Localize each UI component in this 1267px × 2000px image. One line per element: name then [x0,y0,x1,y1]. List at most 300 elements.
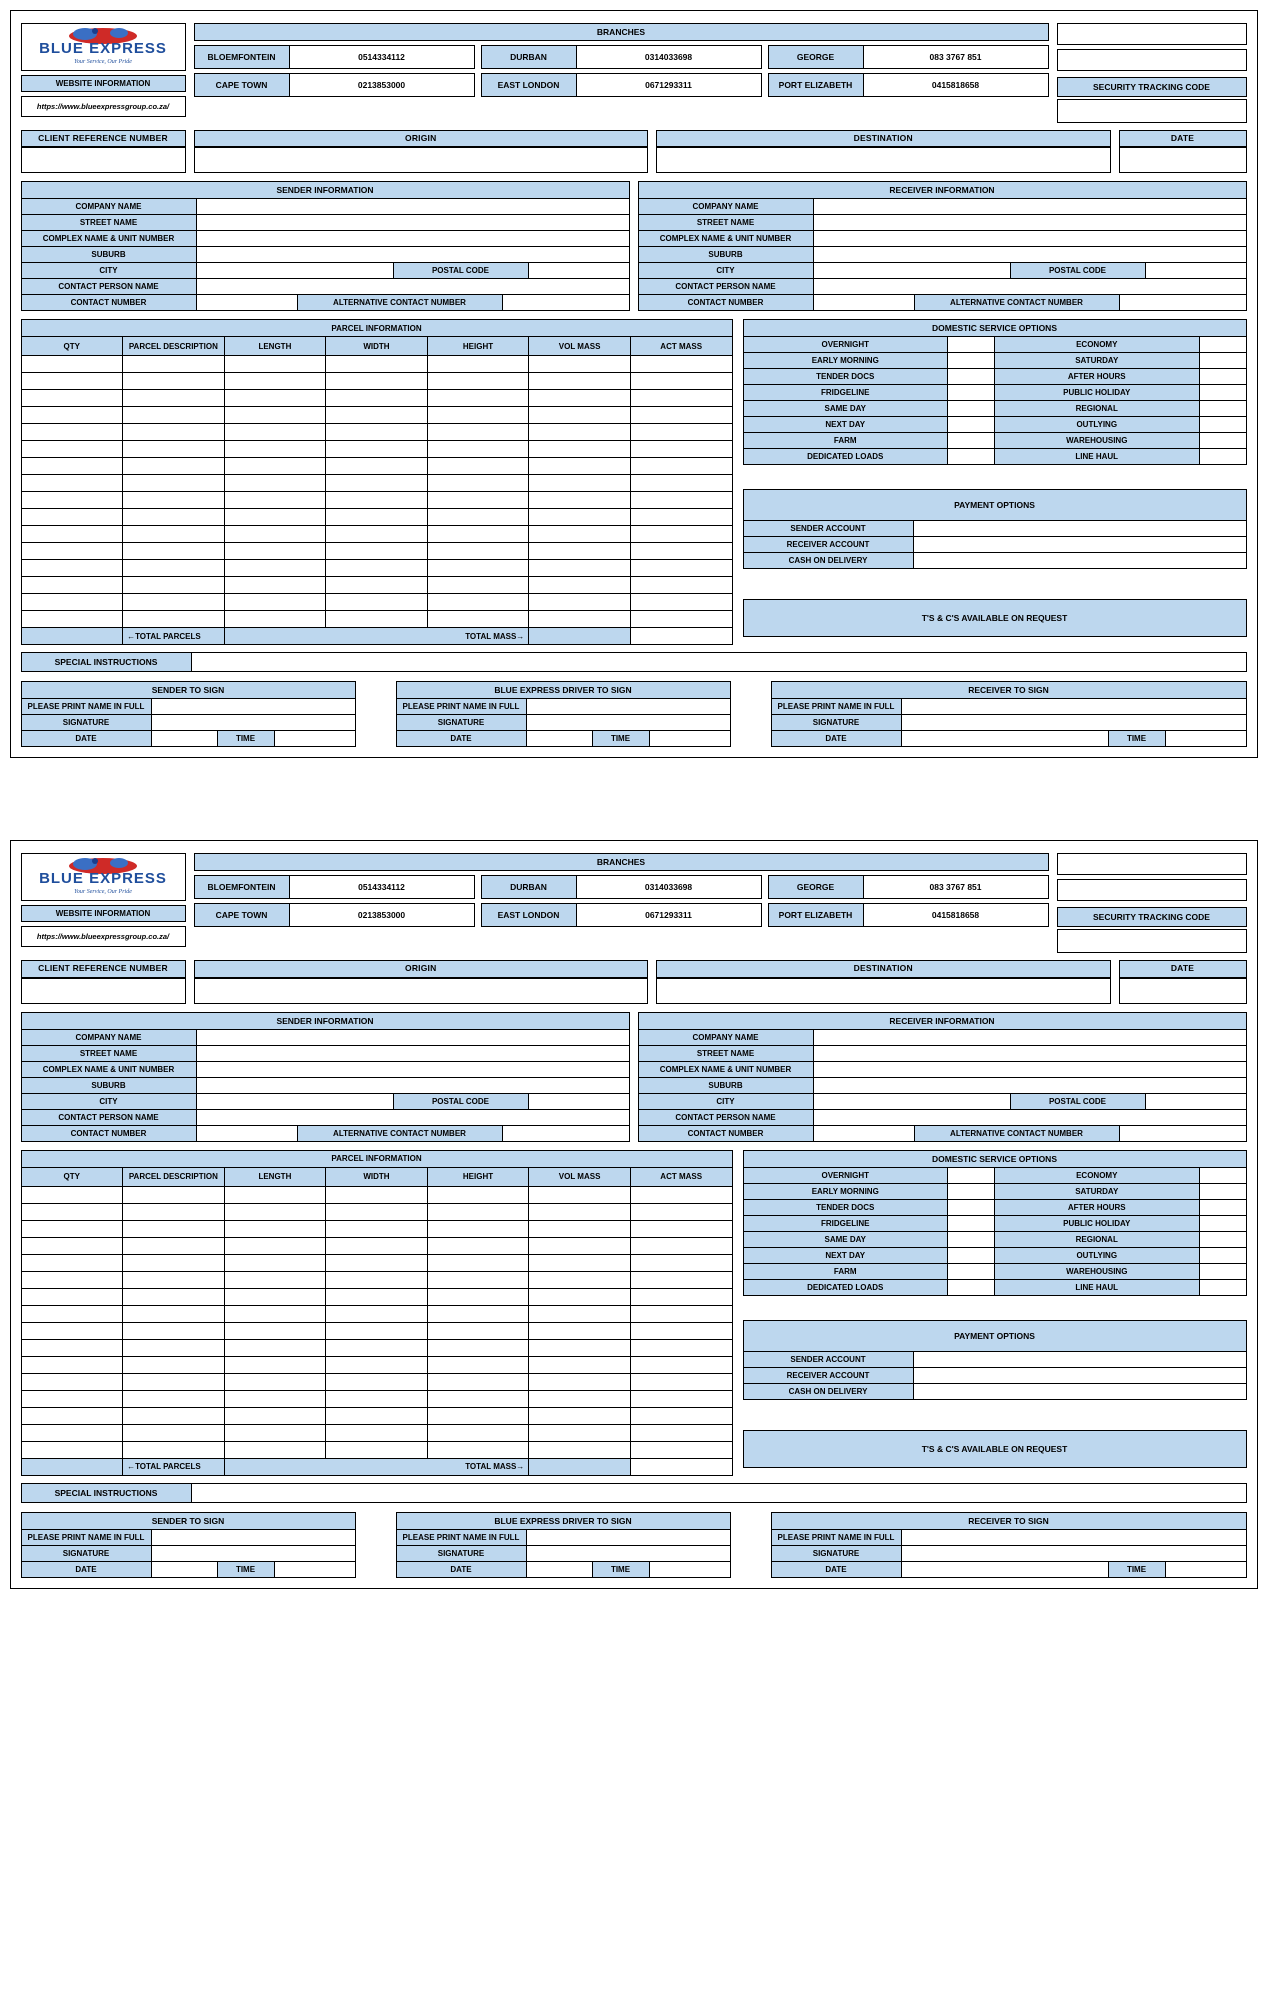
cell-width[interactable] [326,1203,428,1220]
cell-qty[interactable] [21,1203,123,1220]
cell-height[interactable] [427,1203,529,1220]
table-row[interactable] [21,1237,732,1254]
cell-description[interactable] [123,1271,225,1288]
cell-qty[interactable] [21,1186,123,1203]
table-row[interactable] [21,424,732,441]
sender-print-name-input[interactable] [152,1530,356,1546]
service-checkbox-same-day[interactable] [948,401,995,417]
cell-qty[interactable] [21,475,123,492]
table-row[interactable] [21,1254,732,1271]
receiver-print-name-input[interactable] [902,1530,1247,1546]
cell-length[interactable] [224,1441,326,1458]
cell-vol-mass[interactable] [529,1271,631,1288]
cell-width[interactable] [326,1407,428,1424]
sender-company-input[interactable] [197,1030,630,1046]
cell-length[interactable] [224,577,326,594]
cell-height[interactable] [427,577,529,594]
service-checkbox-fridgeline[interactable] [948,385,995,401]
cell-vol-mass[interactable] [529,1237,631,1254]
cell-width[interactable] [326,373,428,390]
cell-description[interactable] [123,1373,225,1390]
cell-qty[interactable] [21,1305,123,1322]
receiver-alt-contact-input[interactable] [1120,295,1247,311]
cell-description[interactable] [123,407,225,424]
cell-qty[interactable] [21,407,123,424]
cell-length[interactable] [224,1220,326,1237]
driver-print-name-input[interactable] [527,699,731,715]
cell-act-mass[interactable] [630,1288,732,1305]
table-row[interactable] [21,1356,732,1373]
service-checkbox-farm[interactable] [948,433,995,449]
cell-length[interactable] [224,424,326,441]
cell-description[interactable] [123,543,225,560]
sender-city-input[interactable] [197,1094,394,1110]
cell-width[interactable] [326,611,428,628]
cell-act-mass[interactable] [630,1203,732,1220]
website-url[interactable]: https://www.blueexpressgroup.co.za/ [21,926,186,947]
service-checkbox-outlying[interactable] [1200,1248,1247,1264]
sender-city-input[interactable] [197,263,394,279]
cell-vol-mass[interactable] [529,577,631,594]
table-row[interactable] [21,1441,732,1458]
cell-length[interactable] [224,1203,326,1220]
cell-length[interactable] [224,441,326,458]
cell-description[interactable] [123,475,225,492]
total-mass-value[interactable] [529,628,631,645]
receiver-city-input[interactable] [814,263,1011,279]
cell-vol-mass[interactable] [529,1254,631,1271]
payment-sender-account-input[interactable] [914,521,1247,537]
table-row[interactable] [21,1220,732,1237]
cell-width[interactable] [326,543,428,560]
driver-print-name-input[interactable] [527,1530,731,1546]
cell-description[interactable] [123,1407,225,1424]
service-checkbox-next-day[interactable] [948,417,995,433]
cell-width[interactable] [326,1339,428,1356]
table-row[interactable] [21,475,732,492]
cell-qty[interactable] [21,611,123,628]
cell-qty[interactable] [21,441,123,458]
destination-input[interactable] [656,978,1111,1004]
service-checkbox-early-morning[interactable] [948,1184,995,1200]
cell-width[interactable] [326,1322,428,1339]
cell-length[interactable] [224,1339,326,1356]
cell-description[interactable] [123,1203,225,1220]
cell-vol-mass[interactable] [529,1322,631,1339]
cell-vol-mass[interactable] [529,356,631,373]
cell-description[interactable] [123,1424,225,1441]
cell-length[interactable] [224,1305,326,1322]
receiver-street-input[interactable] [814,215,1247,231]
cell-vol-mass[interactable] [529,526,631,543]
receiver-contact-number-input[interactable] [814,1126,915,1142]
sender-street-input[interactable] [197,1046,630,1062]
cell-width[interactable] [326,577,428,594]
cell-height[interactable] [427,1339,529,1356]
cell-width[interactable] [326,441,428,458]
cell-qty[interactable] [21,1407,123,1424]
cell-vol-mass[interactable] [529,1356,631,1373]
sender-date-input[interactable] [152,1562,218,1578]
cell-description[interactable] [123,1186,225,1203]
cell-act-mass[interactable] [630,1186,732,1203]
cell-act-mass[interactable] [630,1390,732,1407]
service-checkbox-dedicated-loads[interactable] [948,1280,995,1296]
cell-width[interactable] [326,560,428,577]
cell-width[interactable] [326,1356,428,1373]
table-row[interactable] [21,526,732,543]
cell-height[interactable] [427,1373,529,1390]
cell-qty[interactable] [21,1288,123,1305]
cell-description[interactable] [123,594,225,611]
cell-vol-mass[interactable] [529,1390,631,1407]
cell-width[interactable] [326,1237,428,1254]
cell-description[interactable] [123,611,225,628]
cell-width[interactable] [326,424,428,441]
cell-act-mass[interactable] [630,1407,732,1424]
cell-act-mass[interactable] [630,1305,732,1322]
cell-width[interactable] [326,594,428,611]
table-row[interactable] [21,407,732,424]
cell-description[interactable] [123,1441,225,1458]
date-input[interactable] [1119,978,1247,1004]
cell-qty[interactable] [21,543,123,560]
cell-act-mass[interactable] [630,1356,732,1373]
payment-sender-account-input[interactable] [914,1352,1247,1368]
cell-height[interactable] [427,1288,529,1305]
driver-date-input[interactable] [527,731,593,747]
cell-width[interactable] [326,356,428,373]
cell-height[interactable] [427,1254,529,1271]
cell-height[interactable] [427,1305,529,1322]
receiver-postal-code-input[interactable] [1146,1094,1247,1110]
service-checkbox-dedicated-loads[interactable] [948,449,995,465]
cell-length[interactable] [224,509,326,526]
cell-qty[interactable] [21,390,123,407]
service-checkbox-overnight[interactable] [948,337,995,353]
cell-vol-mass[interactable] [529,1424,631,1441]
cell-length[interactable] [224,407,326,424]
receiver-complex-input[interactable] [814,231,1247,247]
sender-suburb-input[interactable] [197,1078,630,1094]
cell-length[interactable] [224,1271,326,1288]
service-checkbox-fridgeline[interactable] [948,1216,995,1232]
receiver-time-input[interactable] [1166,731,1247,747]
sender-print-name-input[interactable] [152,699,356,715]
website-url[interactable]: https://www.blueexpressgroup.co.za/ [21,96,186,117]
cell-qty[interactable] [21,1237,123,1254]
service-checkbox-early-morning[interactable] [948,353,995,369]
client-reference-input[interactable] [21,978,186,1004]
cell-length[interactable] [224,611,326,628]
receiver-time-input[interactable] [1166,1562,1247,1578]
cell-width[interactable] [326,1424,428,1441]
cell-description[interactable] [123,1305,225,1322]
cell-length[interactable] [224,1390,326,1407]
cell-description[interactable] [123,1322,225,1339]
cell-act-mass[interactable] [630,1339,732,1356]
cell-width[interactable] [326,1254,428,1271]
receiver-company-input[interactable] [814,1030,1247,1046]
cell-act-mass[interactable] [630,1237,732,1254]
receiver-contact-number-input[interactable] [814,295,915,311]
cell-length[interactable] [224,1322,326,1339]
cell-act-mass[interactable] [630,509,732,526]
payment-receiver-account-input[interactable] [914,1368,1247,1384]
sender-signature-input[interactable] [152,1546,356,1562]
receiver-contact-person-input[interactable] [814,1110,1247,1126]
table-row[interactable] [21,543,732,560]
cell-height[interactable] [427,594,529,611]
sender-contact-person-input[interactable] [197,1110,630,1126]
table-row[interactable] [21,1373,732,1390]
cell-act-mass[interactable] [630,594,732,611]
service-checkbox-economy[interactable] [1200,337,1247,353]
cell-qty[interactable] [21,509,123,526]
service-checkbox-farm[interactable] [948,1264,995,1280]
cell-width[interactable] [326,1390,428,1407]
receiver-alt-contact-input[interactable] [1120,1126,1247,1142]
cell-length[interactable] [224,1356,326,1373]
cell-vol-mass[interactable] [529,1339,631,1356]
service-checkbox-after-hours[interactable] [1200,369,1247,385]
cell-length[interactable] [224,356,326,373]
service-checkbox-line-haul[interactable] [1200,449,1247,465]
service-checkbox-overnight[interactable] [948,1168,995,1184]
driver-signature-input[interactable] [527,1546,731,1562]
cell-vol-mass[interactable] [529,1407,631,1424]
table-row[interactable] [21,560,732,577]
special-instructions-input[interactable] [192,1483,1247,1503]
cell-length[interactable] [224,492,326,509]
table-row[interactable] [21,1390,732,1407]
cell-length[interactable] [224,1373,326,1390]
cell-act-mass[interactable] [630,390,732,407]
driver-time-input[interactable] [650,1562,731,1578]
cell-vol-mass[interactable] [529,1186,631,1203]
table-row[interactable] [21,1407,732,1424]
cell-description[interactable] [123,492,225,509]
service-checkbox-warehousing[interactable] [1200,433,1247,449]
sender-postal-code-input[interactable] [529,263,630,279]
service-checkbox-public-holiday[interactable] [1200,385,1247,401]
security-tracking-code-input[interactable] [1057,99,1247,123]
cell-length[interactable] [224,1254,326,1271]
cell-vol-mass[interactable] [529,594,631,611]
cell-vol-mass[interactable] [529,560,631,577]
cell-vol-mass[interactable] [529,373,631,390]
cell-height[interactable] [427,458,529,475]
cell-width[interactable] [326,1373,428,1390]
cell-vol-mass[interactable] [529,1220,631,1237]
cell-qty[interactable] [21,492,123,509]
cell-description[interactable] [123,458,225,475]
cell-qty[interactable] [21,458,123,475]
cell-height[interactable] [427,1441,529,1458]
sender-contact-person-input[interactable] [197,279,630,295]
service-checkbox-economy[interactable] [1200,1168,1247,1184]
cell-width[interactable] [326,390,428,407]
cell-height[interactable] [427,356,529,373]
sender-suburb-input[interactable] [197,247,630,263]
cell-length[interactable] [224,526,326,543]
cell-act-mass[interactable] [630,475,732,492]
sender-contact-number-input[interactable] [197,1126,298,1142]
total-parcels-value[interactable] [21,628,123,645]
cell-description[interactable] [123,1390,225,1407]
sender-contact-number-input[interactable] [197,295,298,311]
sender-date-input[interactable] [152,731,218,747]
table-row[interactable] [21,1424,732,1441]
cell-height[interactable] [427,560,529,577]
total-parcels-value[interactable] [21,1458,123,1475]
service-checkbox-saturday[interactable] [1200,1184,1247,1200]
cell-act-mass[interactable] [630,458,732,475]
cell-width[interactable] [326,509,428,526]
cell-length[interactable] [224,373,326,390]
cell-qty[interactable] [21,1339,123,1356]
cell-description[interactable] [123,526,225,543]
cell-qty[interactable] [21,577,123,594]
cell-description[interactable] [123,560,225,577]
table-row[interactable] [21,1203,732,1220]
cell-width[interactable] [326,475,428,492]
cell-description[interactable] [123,509,225,526]
cell-act-mass[interactable] [630,577,732,594]
service-checkbox-after-hours[interactable] [1200,1200,1247,1216]
total-mass-extra[interactable] [630,1458,732,1475]
cell-width[interactable] [326,1186,428,1203]
receiver-date-input[interactable] [902,731,1109,747]
origin-input[interactable] [194,147,649,173]
cell-length[interactable] [224,390,326,407]
cell-vol-mass[interactable] [529,509,631,526]
sender-signature-input[interactable] [152,715,356,731]
receiver-signature-input[interactable] [902,715,1247,731]
cell-height[interactable] [427,1424,529,1441]
receiver-print-name-input[interactable] [902,699,1247,715]
cell-act-mass[interactable] [630,356,732,373]
cell-width[interactable] [326,1288,428,1305]
cell-description[interactable] [123,373,225,390]
cell-qty[interactable] [21,560,123,577]
table-row[interactable] [21,441,732,458]
payment-cash-on-delivery-input[interactable] [914,553,1247,569]
cell-act-mass[interactable] [630,1220,732,1237]
cell-description[interactable] [123,424,225,441]
table-row[interactable] [21,611,732,628]
cell-height[interactable] [427,492,529,509]
service-checkbox-same-day[interactable] [948,1232,995,1248]
receiver-city-input[interactable] [814,1094,1011,1110]
sender-time-input[interactable] [275,1562,356,1578]
cell-vol-mass[interactable] [529,543,631,560]
date-input[interactable] [1119,147,1247,173]
table-row[interactable] [21,577,732,594]
sender-complex-input[interactable] [197,1062,630,1078]
security-tracking-code-input[interactable] [1057,929,1247,953]
sender-alt-contact-input[interactable] [503,295,630,311]
cell-description[interactable] [123,1339,225,1356]
cell-height[interactable] [427,543,529,560]
sender-postal-code-input[interactable] [529,1094,630,1110]
cell-height[interactable] [427,424,529,441]
cell-vol-mass[interactable] [529,390,631,407]
cell-height[interactable] [427,1220,529,1237]
cell-act-mass[interactable] [630,1322,732,1339]
cell-height[interactable] [427,390,529,407]
service-checkbox-tender-docs[interactable] [948,369,995,385]
cell-qty[interactable] [21,373,123,390]
service-checkbox-regional[interactable] [1200,1232,1247,1248]
service-checkbox-warehousing[interactable] [1200,1264,1247,1280]
cell-vol-mass[interactable] [529,492,631,509]
cell-qty[interactable] [21,1220,123,1237]
destination-input[interactable] [656,147,1111,173]
service-checkbox-saturday[interactable] [1200,353,1247,369]
cell-height[interactable] [427,509,529,526]
client-reference-input[interactable] [21,147,186,173]
cell-width[interactable] [326,1271,428,1288]
cell-vol-mass[interactable] [529,611,631,628]
cell-description[interactable] [123,577,225,594]
cell-act-mass[interactable] [630,1424,732,1441]
service-checkbox-tender-docs[interactable] [948,1200,995,1216]
table-row[interactable] [21,1186,732,1203]
table-row[interactable] [21,373,732,390]
service-checkbox-next-day[interactable] [948,1248,995,1264]
cell-description[interactable] [123,1220,225,1237]
service-checkbox-regional[interactable] [1200,401,1247,417]
sender-street-input[interactable] [197,215,630,231]
driver-signature-input[interactable] [527,715,731,731]
cell-width[interactable] [326,1305,428,1322]
cell-width[interactable] [326,526,428,543]
cell-length[interactable] [224,560,326,577]
cell-vol-mass[interactable] [529,441,631,458]
cell-qty[interactable] [21,594,123,611]
cell-width[interactable] [326,407,428,424]
cell-qty[interactable] [21,1254,123,1271]
receiver-signature-input[interactable] [902,1546,1247,1562]
cell-act-mass[interactable] [630,424,732,441]
payment-cash-on-delivery-input[interactable] [914,1384,1247,1400]
special-instructions-input[interactable] [192,652,1247,672]
receiver-postal-code-input[interactable] [1146,263,1247,279]
cell-act-mass[interactable] [630,526,732,543]
cell-description[interactable] [123,1254,225,1271]
cell-length[interactable] [224,1424,326,1441]
cell-height[interactable] [427,441,529,458]
cell-width[interactable] [326,1220,428,1237]
table-row[interactable] [21,356,732,373]
table-row[interactable] [21,594,732,611]
cell-height[interactable] [427,407,529,424]
cell-act-mass[interactable] [630,560,732,577]
total-mass-value[interactable] [529,1458,631,1475]
cell-height[interactable] [427,1356,529,1373]
cell-length[interactable] [224,1237,326,1254]
cell-description[interactable] [123,1356,225,1373]
cell-act-mass[interactable] [630,407,732,424]
cell-height[interactable] [427,373,529,390]
sender-time-input[interactable] [275,731,356,747]
cell-act-mass[interactable] [630,611,732,628]
table-row[interactable] [21,1288,732,1305]
cell-qty[interactable] [21,1322,123,1339]
service-checkbox-public-holiday[interactable] [1200,1216,1247,1232]
receiver-contact-person-input[interactable] [814,279,1247,295]
